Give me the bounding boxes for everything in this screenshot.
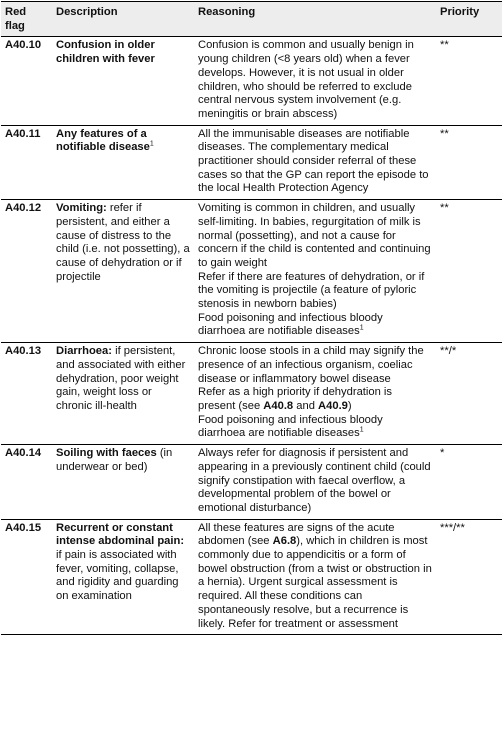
table-row bbox=[1, 519, 502, 635]
table-row bbox=[1, 200, 502, 343]
header-red-flag: Red flag bbox=[1, 2, 52, 37]
red-flag-code: A40.15 bbox=[5, 521, 42, 534]
priority-cell: ** bbox=[440, 202, 449, 215]
red-flag-code: A40.13 bbox=[5, 345, 42, 358]
reasoning-cell: Always refer for diagnosis if persistent and appearing in a previously continent child (could signify constipation with faecal overflow, a developmental problem of the bowel or emotional disturbance) bbox=[198, 447, 431, 514]
description-cell bbox=[52, 37, 194, 125]
reasoning-cell: All these features are signs of the acute abdomen (see A6.8), which in children is most commonly due to appendicitis or a form of bowel obstruction (from a twist or obstruction in a hernia). Urgent surgical assessment is required. All these conditions can spontaneously resolve, but a recurrence is likely. Refer for treatment or assessment bbox=[198, 521, 432, 630]
description-text: refer if persistent, and either a cause of distress to the child (i.e. not possetting), a cause of dehydration or if projectile bbox=[56, 202, 190, 283]
header-row bbox=[1, 2, 502, 37]
priority-cell: ** bbox=[440, 127, 449, 140]
table-row bbox=[1, 125, 502, 200]
header-description: Description bbox=[52, 2, 194, 37]
description-bold: Any features of a notifiable disease bbox=[56, 127, 150, 154]
red-flag-code: A40.11 bbox=[5, 127, 41, 140]
priority-cell: ** bbox=[440, 39, 449, 52]
table-row bbox=[1, 445, 502, 520]
description-cell bbox=[52, 445, 194, 520]
priority-cell: ***/** bbox=[440, 521, 465, 534]
priority-cell: * bbox=[440, 447, 445, 460]
description-text: (in underwear or bed) bbox=[56, 447, 173, 473]
description-bold: Soiling with faeces bbox=[56, 447, 157, 460]
table-row bbox=[1, 343, 502, 445]
reasoning-cell: Vomiting is common in children, and usually self-limiting. In babies, regurgitation of milk is normal (possetting), and not a cause for concern if the child is contented and continuing to gain weight Refer if there are features of dehydration, or if the vomiting is projectile (a feature of pyloric stenosis in newborn babies) Food poisoning and infectious bloody diarrhoea are notifiable diseases$^1$ bbox=[198, 202, 431, 338]
footnote-marker: 1 bbox=[149, 140, 154, 148]
description-cell bbox=[52, 343, 194, 445]
priority-cell: **/* bbox=[440, 345, 457, 358]
description-cell bbox=[52, 200, 194, 343]
reasoning-cell: Confusion is common and usually benign in young children (<8 years old) when a fever develops. However, it is not usual in older children, who should be referred to exclude central nervous system involvement (e.g. meningitis or brain abscess) bbox=[198, 39, 414, 120]
description-bold: Vomiting: bbox=[56, 202, 107, 215]
description-bold: Diarrhoea: bbox=[56, 345, 112, 358]
red-flag-code: A40.12 bbox=[5, 202, 42, 215]
description-cell bbox=[52, 125, 194, 200]
description-bold: Confusion in older children with fever bbox=[56, 39, 155, 66]
reasoning-cell: Chronic loose stools in a child may signify the presence of an infectious organism, coeliac disease or inflammatory bowel disease Refer as a high priority if dehydration is present (see A40.8 and A40.9) Food poisoning and infectious bloody diarrhoea are notifiable diseases$^1$ bbox=[198, 345, 424, 440]
red-flag-code: A40.14 bbox=[5, 447, 42, 460]
reasoning-cell: All the immunisable diseases are notifiable diseases. The complementary medical practitioner should consider referral of these cases so that the GP can report the episode to the local Health Protection Agency bbox=[198, 127, 429, 195]
description-text: if pain is associated with fever, vomiting, collapse, and rigidity and guarding on examination bbox=[56, 549, 179, 603]
description-text: if persistent, and associated with either dehydration, poor weight gain, weight loss or chronic ill-health bbox=[56, 345, 186, 412]
red-flag-code: A40.10 bbox=[5, 39, 42, 52]
header-reasoning: Reasoning bbox=[194, 2, 436, 37]
description-bold: Recurrent or constant intense abdominal pain: bbox=[56, 521, 185, 548]
description-cell bbox=[52, 519, 194, 635]
header-priority: Priority bbox=[436, 2, 502, 37]
table-row bbox=[1, 37, 502, 125]
red-flag-table bbox=[1, 1, 502, 635]
